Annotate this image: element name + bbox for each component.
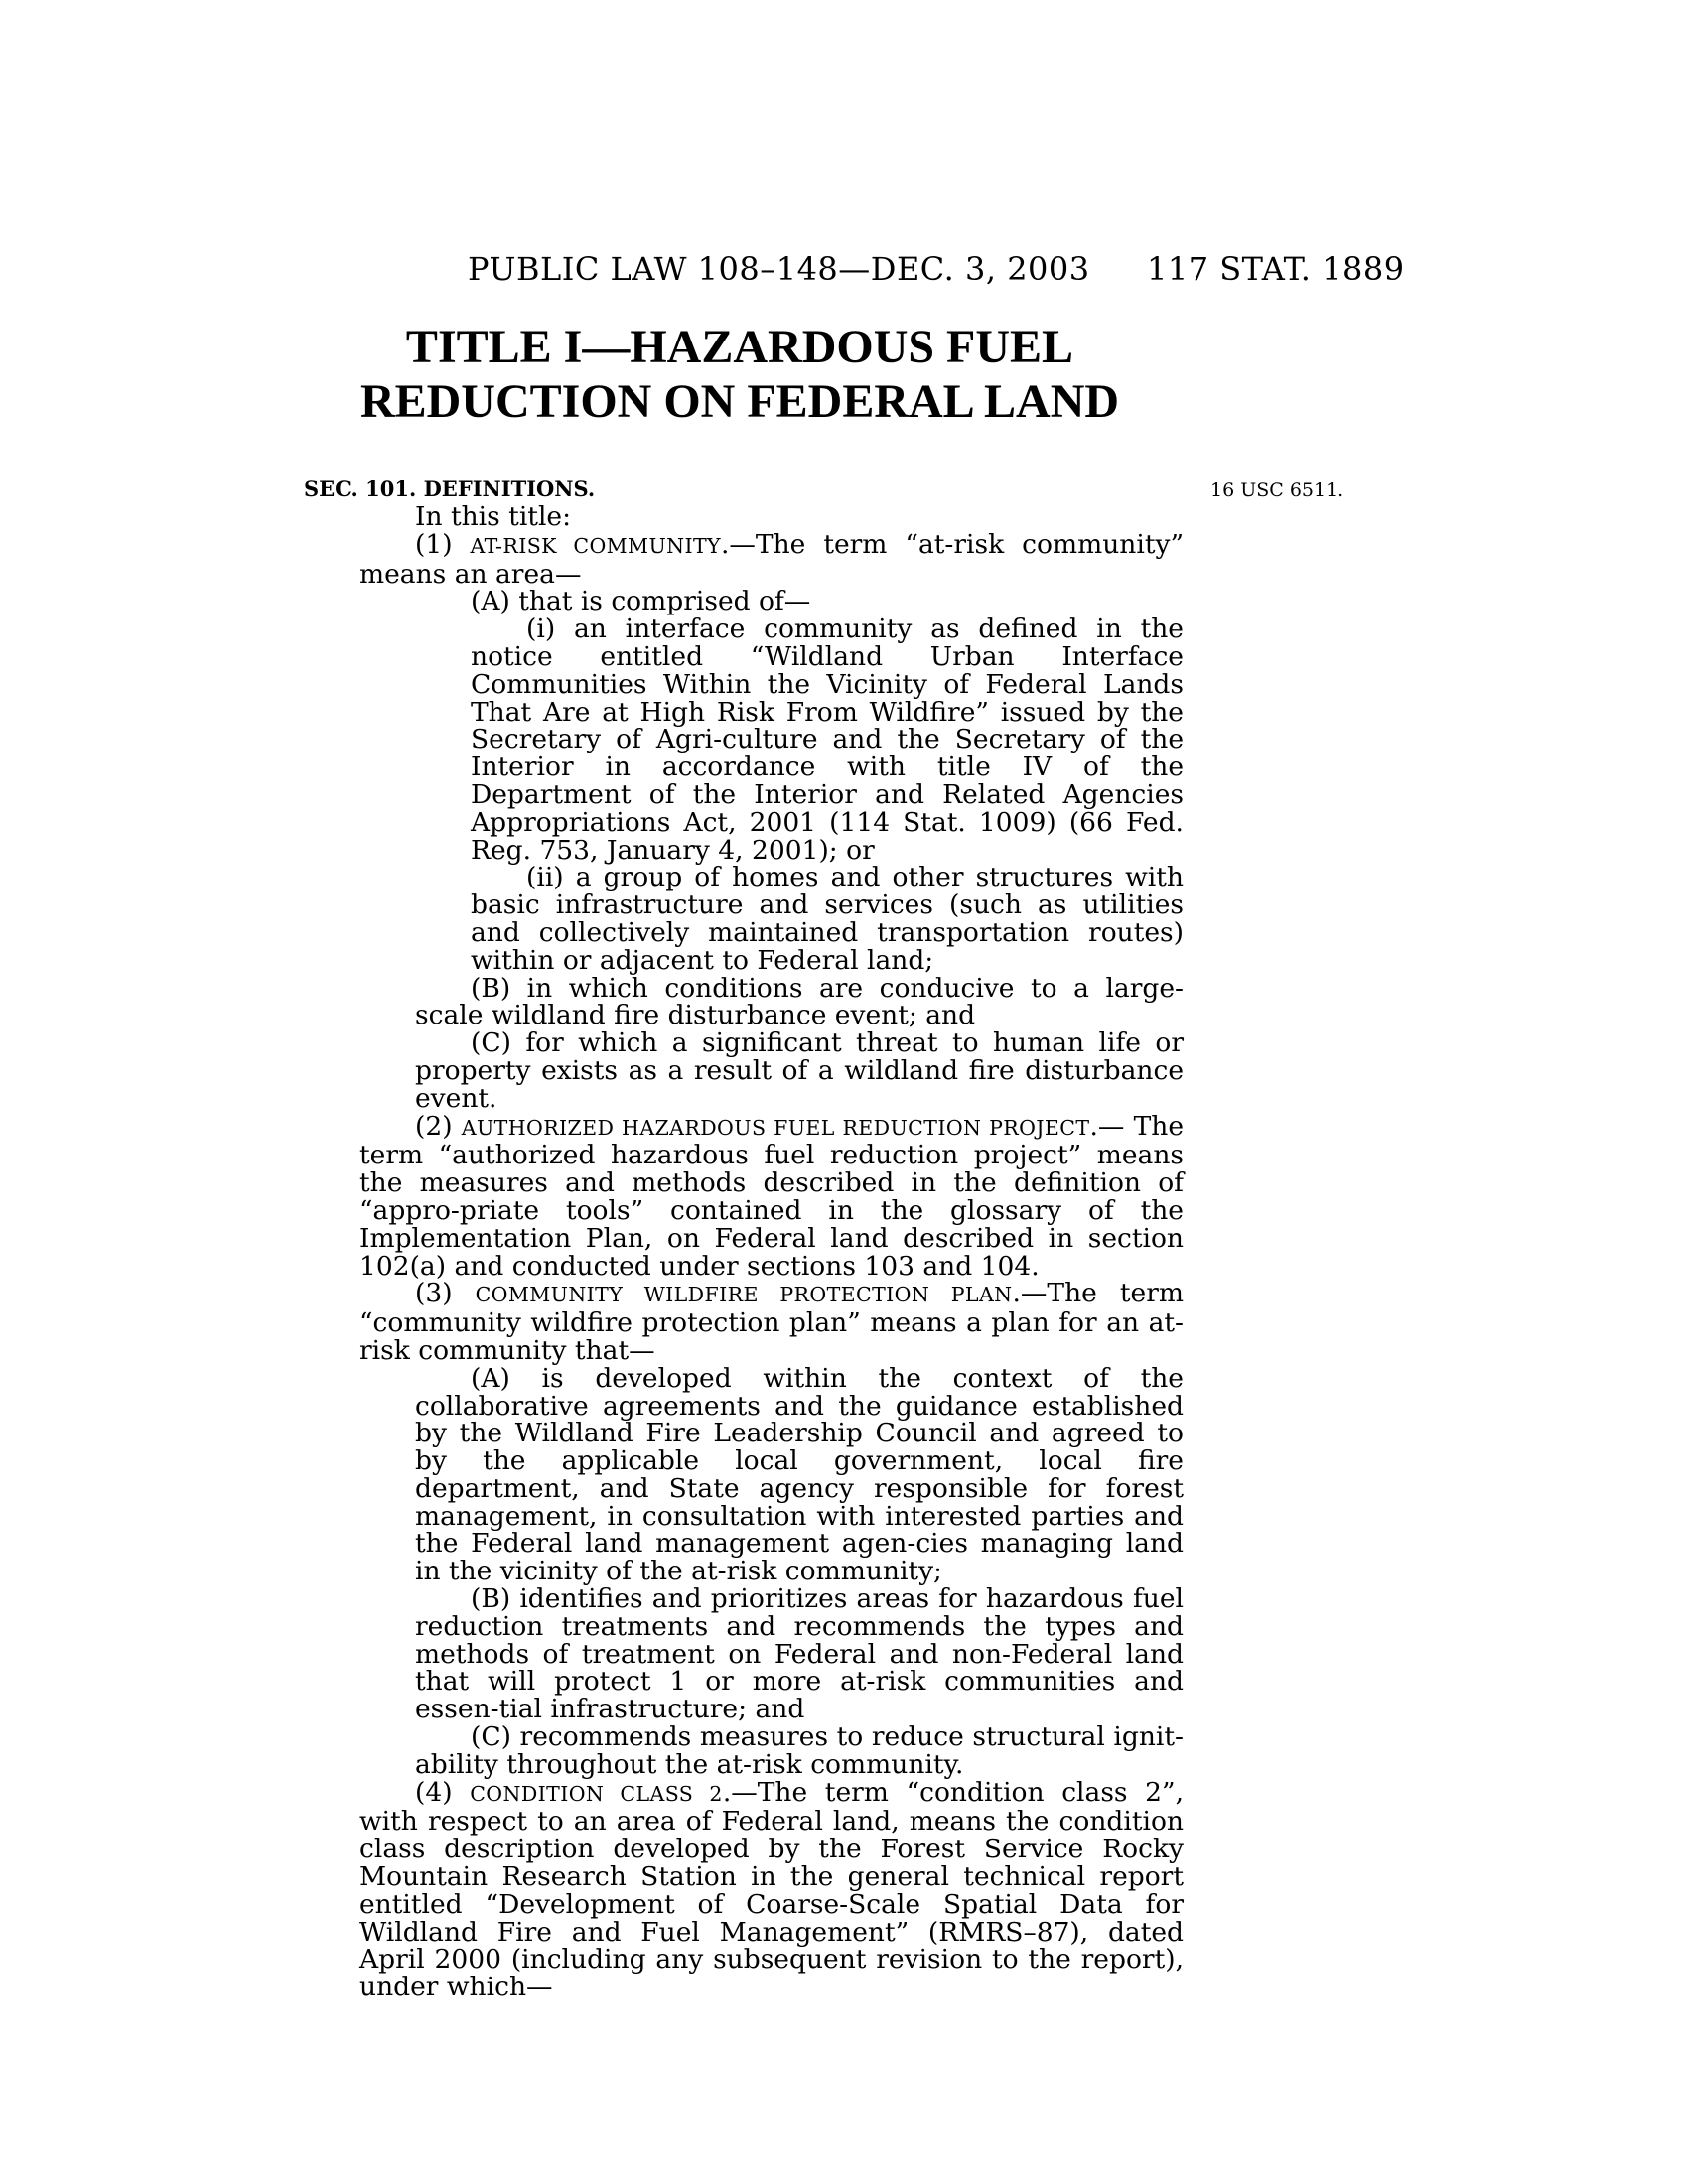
running-header: PUBLIC LAW 108–148—DEC. 3, 2003 (468, 250, 1090, 288)
definition-3-B: (B) identifies and prioritizes areas for hazardous fuel reduction treatments and recommends the types and methods of treatment on Federal and non-Federal land that will protect 1 or more at-risk communities and essen-tial infrastructure; and (415, 1583, 1184, 1725)
definition-text: .—The term “community wildfire protection plan” means a plan for an at-risk community that— (359, 1278, 1185, 1366)
definition-number: (2) (415, 1110, 462, 1142)
definition-1 (359, 528, 1185, 590)
definition-term: COMMUNITY WILDFIRE PROTECTION PLAN (475, 1283, 1013, 1307)
definition-1-C: (C) for which a significant threat to human life or property exists as a result of a wildland fire disturbance event. (415, 1027, 1184, 1114)
section-heading: SEC. 101. DEFINITIONS. (304, 477, 596, 501)
definition-number: (3) (415, 1278, 476, 1309)
title-line-2: REDUCTION ON FEDERAL LAND (359, 375, 1120, 428)
definition-term: AUTHORIZED HAZARDOUS FUEL REDUCTION PROJECT (461, 1115, 1090, 1140)
definition-1-A-i: (i) an interface community as defined in the notice entitled “Wildland Urban Interface Communities Within the Vicinity of Federal Lands That Are at High Risk From Wildfire” issued by the Secretary of Agri-culture and the Secretary of the Interior in accordance with title IV of the Department of the Interior and Related Agencies Appropriations Act, 2001 (114 Stat. 1009) (66 Fed. Reg. 753, January 4, 2001); or (471, 614, 1184, 866)
intro-line: In this title: (415, 501, 572, 532)
definition-number: (1) (415, 528, 471, 560)
definition-3-C: (C) recommends measures to reduce structural ignit-ability throughout the at-risk community. (415, 1721, 1184, 1780)
definition-1-A: (A) that is comprised of— (471, 586, 811, 617)
definition-4 (359, 1776, 1184, 2003)
definition-term: AT-RISK COMMUNITY (470, 533, 721, 558)
definition-number: (4) (415, 1776, 471, 1808)
margin-citation: 16 USC 6511. (1210, 479, 1344, 501)
title-heading (328, 320, 1152, 429)
title-line-1: TITLE I—HAZARDOUS FUEL (405, 321, 1074, 373)
definition-3 (359, 1280, 1184, 1364)
definition-1-A-ii: (ii) a group of homes and other structures with basic infrastructure and services (such as utilities and collectively maintained transportation routes) within or adjacent to Federal land; (471, 862, 1184, 976)
definition-text: .—The term “condition class 2”, with respect to an area of Federal land, means the condition class description developed by the Forest Service Rocky Mountain Research Station in the general technical report entitled “Development of Coarse-Scale Spatial Data for Wildland Fire and Fuel Management” (RMRS–87), dated April 2000 (including any subsequent revision to the report), under which— (359, 1776, 1184, 2003)
definition-3-A: (A) is developed within the context of the collaborative agreements and the guidance established by the Wildland Fire Leadership Council and agreed to by the applicable local government, local fire department, and State agency responsible for forest management, in consultation with interested parties and the Federal land management agen-cies managing land in the vicinity of the at-risk community; (415, 1362, 1184, 1587)
section-body (359, 503, 1184, 2001)
definition-text: .— The term “authorized hazardous fuel reduction project” means the measures and methods described in the definition of “appro-priate tools” contained in the glossary of the Implementation Plan, on Federal land described in section 102(a) and conducted under sections 103 and 104. (359, 1110, 1185, 1282)
definition-2 (359, 1110, 1185, 1282)
definition-1-B: (B) in which conditions are conducive to a large-scale wildland fire disturbance event; and (415, 972, 1184, 1031)
definition-text: .—The term “at-risk community” means an area— (359, 528, 1185, 590)
page-number: 117 STAT. 1889 (1147, 250, 1405, 288)
definition-term: CONDITION CLASS 2 (470, 1781, 723, 1806)
